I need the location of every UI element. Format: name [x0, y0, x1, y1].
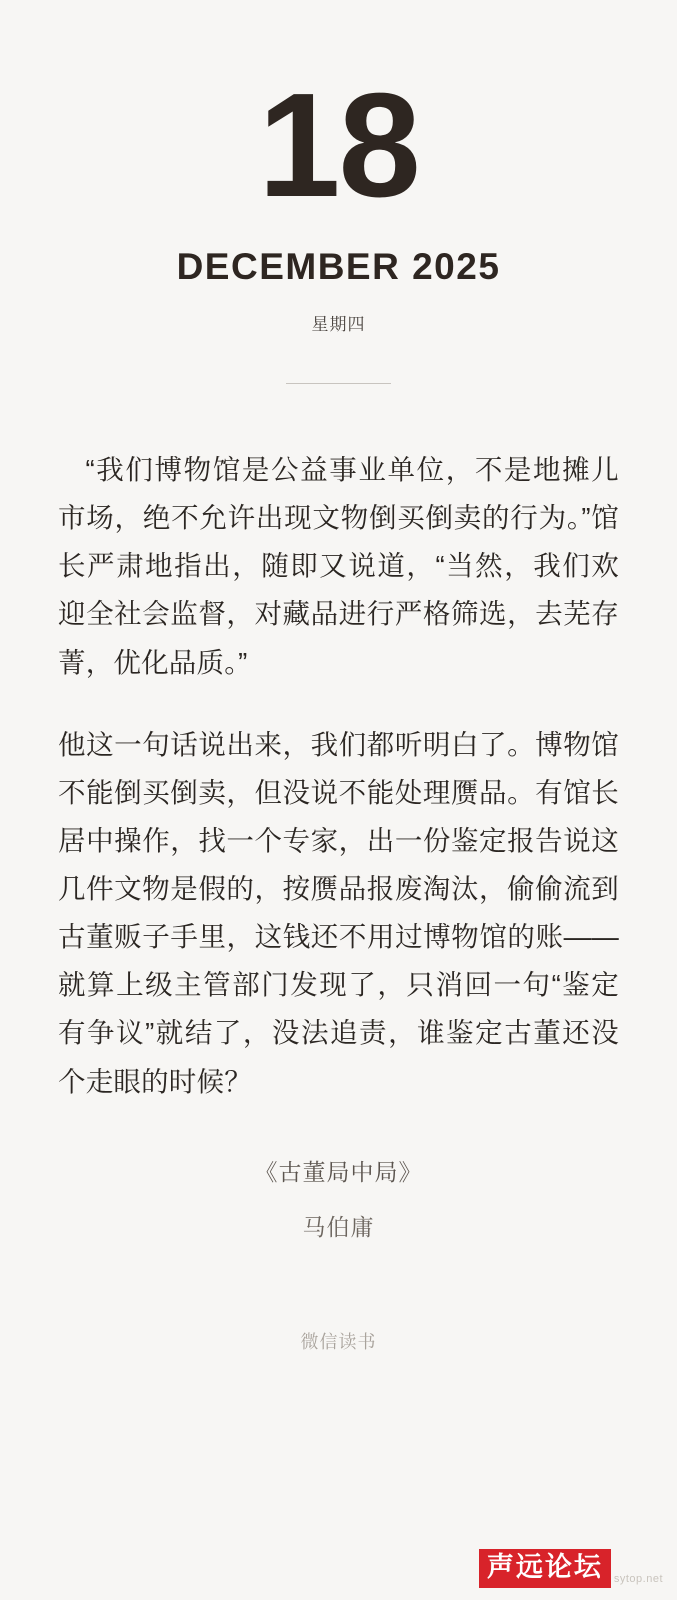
source-label: 微信读书	[300, 1331, 377, 1352]
divider	[286, 383, 391, 384]
quote-paragraph: “我们博物馆是公益事业单位，不是地摊儿市场，绝不允许出现文物倒买倒卖的行为。”馆长严肃地指出，随即又说道，“当然，我们欢迎全社会监督，对藏品进行严格筛选，去芜存菁，优化品质。”	[58, 454, 619, 678]
month-year: DECEMBER 2025	[176, 246, 501, 287]
book-title: 《古董局中局》	[254, 1158, 423, 1185]
date-header	[58, 0, 619, 335]
day-number: 18	[258, 63, 419, 228]
weekday: 星期四	[311, 315, 366, 334]
attribution	[58, 1154, 619, 1242]
watermark-badge: 声远论坛	[479, 1549, 611, 1588]
quote-body	[58, 446, 619, 1106]
divider-wrap	[58, 383, 619, 384]
watermark	[479, 1549, 663, 1588]
watermark-subtext: sytop.net	[613, 1573, 663, 1585]
quote-paragraph: 他这一句话说出来，我们都听明白了。博物馆不能倒买倒卖，但没说不能处理赝品。有馆长居中操作，找一个专家，出一份鉴定报告说这几件文物是假的，按赝品报废淘汰，偷偷流到古董贩子手里，这钱还不用过博物馆的账——就算上级主管部门发现了，只消回一句“鉴定有争议”就结了，没法追责，谁鉴定古董还没个走眼的时候？	[58, 728, 619, 1097]
author-name: 马伯庸	[302, 1213, 375, 1240]
